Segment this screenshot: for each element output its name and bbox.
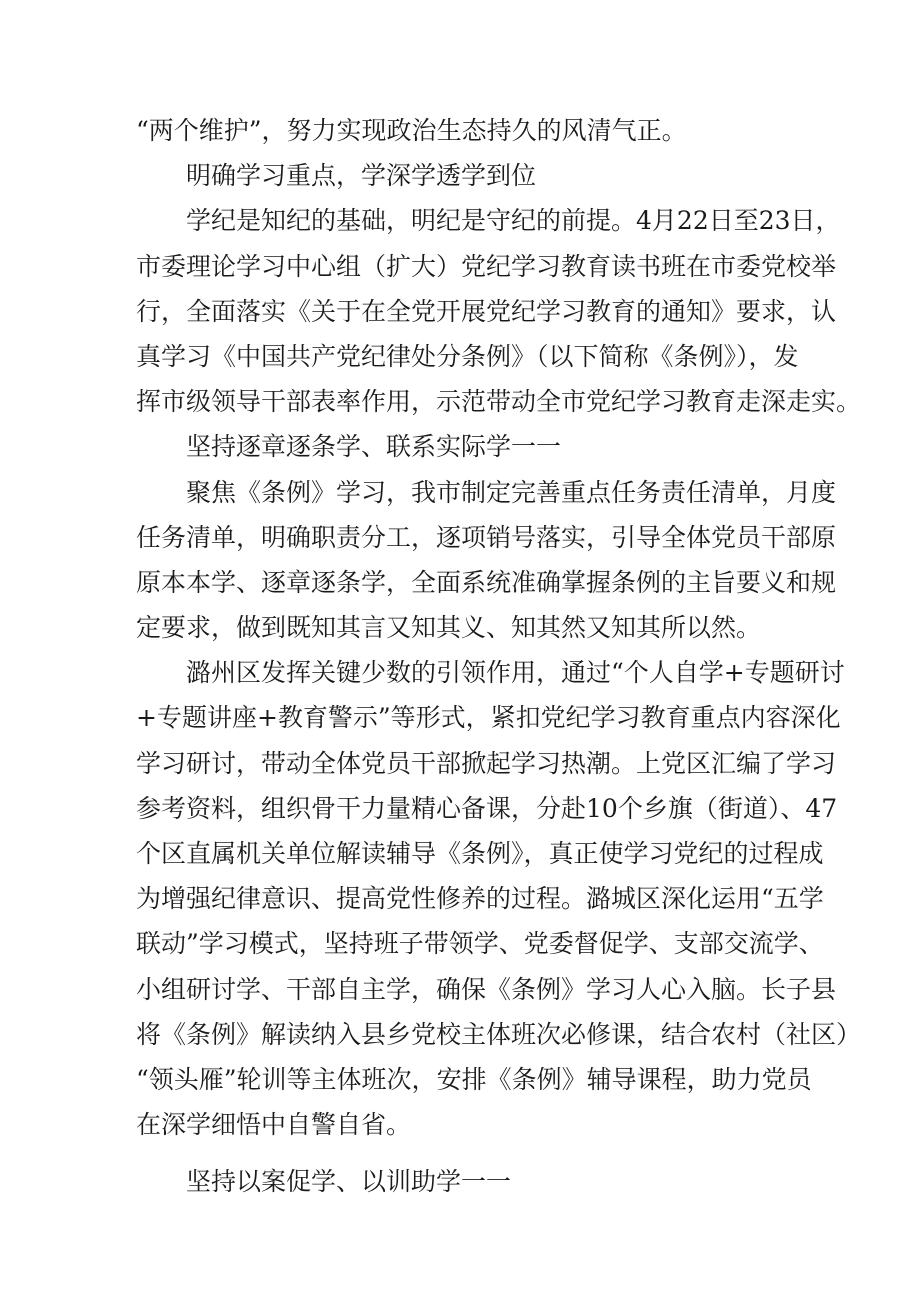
paragraph-spacer: [136, 1147, 796, 1159]
section-heading: 坚持以案促学、以训助学一一: [186, 1167, 512, 1197]
text-line: 为增强纪律意识、提高党性修养的过程。潞城区深化运用“五学: [136, 884, 824, 914]
text-line: 将《条例》解读纳入县乡党校主体班次必修课，结合农村（社区）: [136, 1019, 862, 1049]
text-line: 任务清单，明确职责分工，逐项销号落实，引导全体党员干部原: [136, 522, 837, 552]
text-line: 学习研讨，带动全体党员干部掀起学习热潮。上党区汇编了学习: [136, 748, 837, 778]
text-line: 联动”学习模式，坚持班子带领学、党委督促学、支部交流学、: [136, 929, 824, 959]
text-line: 小组研讨学、干部自主学，确保《条例》学习人心入脑。长子县: [136, 974, 837, 1004]
text-line: 在深学细悟中自警自省。: [136, 1110, 412, 1140]
text-line: 行，全面落实《关于在全党开展党纪学习教育的通知》要求，认: [136, 296, 837, 326]
text-line: 学纪是知纪的基础，明纪是守纪的前提。4月22日至23日，: [186, 206, 841, 236]
text-line: 个区直属机关单位解读辅导《条例》，真正使学习党纪的过程成: [136, 839, 824, 868]
section-heading: 明确学习重点，学深学透学到位: [186, 161, 537, 191]
text-line: “两个维护”，努力实现政治生态持久的风清气正。: [136, 116, 687, 145]
text-line: “领头雁”轮训等主体班次，安排《条例》辅导课程，助力党员: [136, 1064, 812, 1094]
text-line: 定要求，做到既知其言又知其义、知其然又知其所以然。: [136, 613, 762, 643]
text-line: 聚焦《条例》学习，我市制定完善重点任务责任清单，月度: [186, 477, 837, 507]
text-line: 参考资料，组织骨干力量精心备课，分赴10个乡旗（街道）、47: [136, 793, 838, 823]
text-line: 挥市级领导干部表率作用，示范带动全市党纪学习教育走深走实。: [136, 387, 862, 417]
text-line: +专题讲座+教育警示”等形式，紧扣党纪学习教育重点内容深化: [136, 703, 841, 733]
text-line: 真学习《中国共产党纪律处分条例》（以下简称《条例》），发: [136, 341, 799, 371]
section-heading: 坚持逐章逐条学、联系实际学一一: [186, 432, 562, 462]
text-line: 原本本学、逐章逐条学，全面系统准确掌握条例的主旨要义和规: [136, 567, 837, 597]
text-line: 市委理论学习中心组（扩大）党纪学习教育读书班在市委党校举: [136, 251, 837, 281]
body-text: [136, 108, 862, 1205]
text-line: 潞州区发挥关键少数的引领作用，通过“个人自学+专题研讨: [186, 658, 845, 688]
